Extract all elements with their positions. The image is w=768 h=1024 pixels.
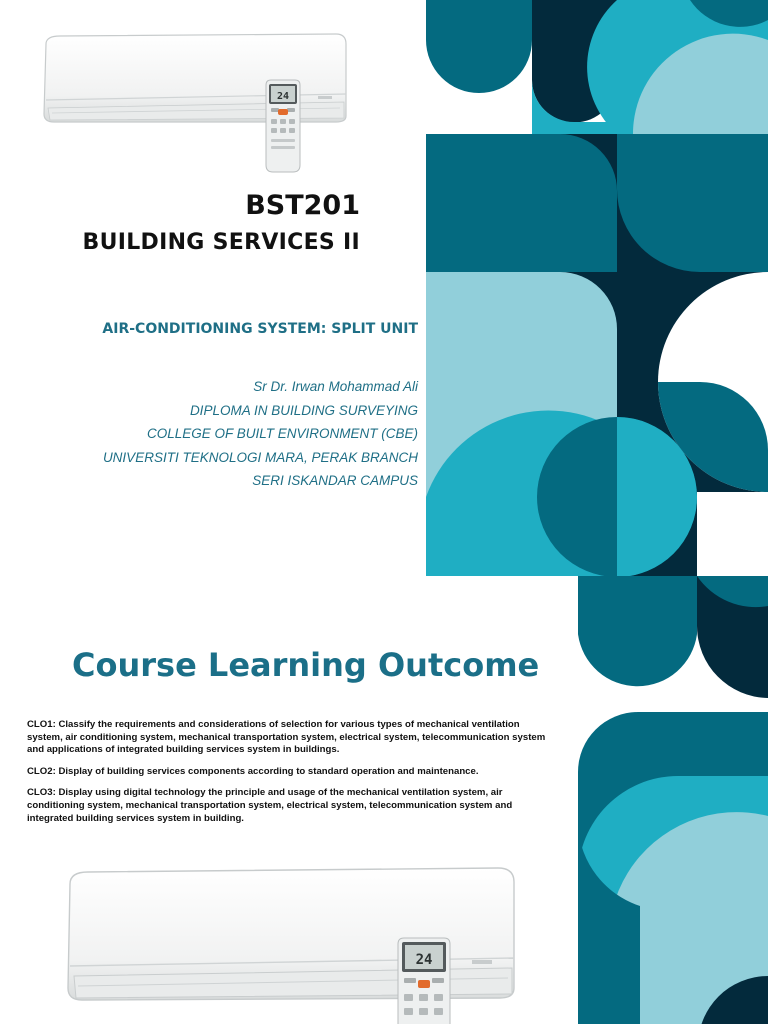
topic-subtitle: AIR-CONDITIONING SYSTEM: SPLIT UNIT xyxy=(102,321,418,337)
course-name: BUILDING SERVICES II xyxy=(82,230,360,255)
outcome-item-clo1: CLO1: Classify the requirements and considerations of selection for various types of mechanical ventilation system, air conditioning system, mechanical transportation system, electrical system, telecommunication system and applications of integrated building services system in buildings. xyxy=(27,719,546,756)
outcome-item-clo3: CLO3: Display using digital technology the principle and usage of the mechanical ventilation system, air conditioning system, mechanical transportation system, electrical system, telecommunication system and integrated building services system in building. xyxy=(27,787,513,824)
slide-title: Course Learning Outcome xyxy=(72,646,540,684)
author-name: Sr Dr. Irwan Mohammad Ali xyxy=(253,379,418,394)
remote-display-text: 24 xyxy=(415,952,433,968)
remote-display-text: 24 xyxy=(276,91,290,102)
college-name: COLLEGE OF BUILT ENVIRONMENT (CBE) xyxy=(146,426,418,441)
author-block xyxy=(0,375,418,493)
campus-name: SERI ISKANDAR CAMPUS xyxy=(252,473,418,488)
air-conditioner-unit-image xyxy=(40,30,350,126)
remote-control-image xyxy=(394,936,454,1024)
course-code: BST201 xyxy=(245,190,360,221)
outcome-list xyxy=(27,719,547,834)
remote-control-image xyxy=(263,79,303,173)
course-learning-outcome-slide xyxy=(0,576,768,1024)
university-name: UNIVERSITI TEKNOLOGI MARA, PERAK BRANCH xyxy=(102,449,418,465)
outcome-item-clo2: CLO2: Display of building services components according to standard operation and maintenance. xyxy=(27,765,479,777)
program-name: DIPLOMA IN BUILDING SURVEYING xyxy=(189,402,418,418)
